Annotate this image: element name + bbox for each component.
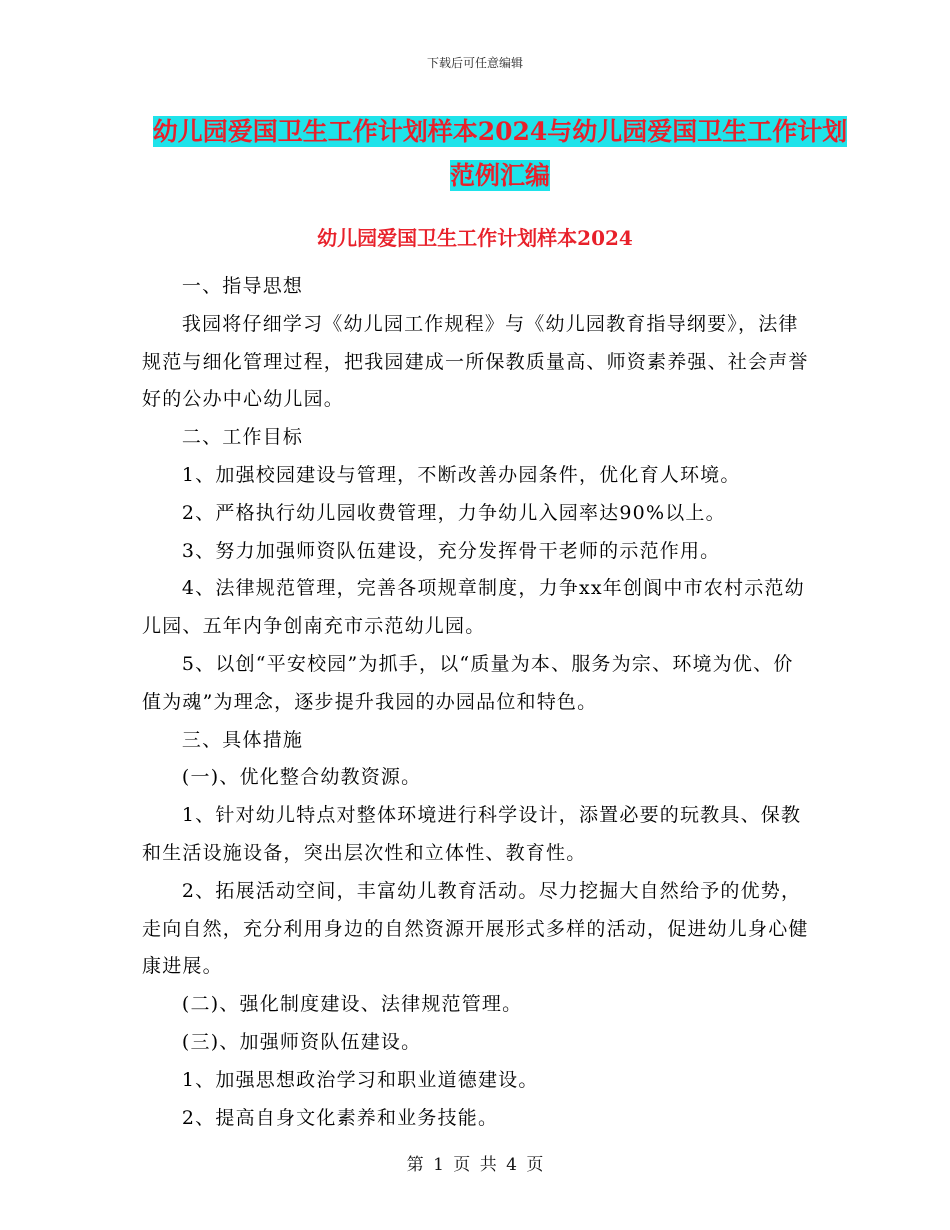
page-number-footer: 第 1 页 共 4 页: [406, 1155, 544, 1175]
paragraph: 我园将仔细学习《幼儿园工作规程》与《幼儿园教育指导纲要》，法律规范与细化管理过程，把我园建成一所保教质量高、师资素养强、社会声誉好的公办中心幼儿园。: [142, 312, 809, 411]
document-title-text: 幼儿园爱国卫生工作计划样本2024与幼儿园爱国卫生工作计划范例汇编: [152, 117, 848, 190]
list-item: 3、努力加强师资队伍建设，充分发挥骨干老师的示范作用。: [181, 539, 721, 562]
heading-work-goals: 二、工作目标: [181, 426, 304, 449]
list-item: 1、加强思想政治学习和职业道德建设。: [181, 1068, 539, 1091]
heading-specific-measures: 三、具体措施: [181, 728, 304, 751]
list-item: 1、加强校园建设与管理，不断改善办园条件，优化育人环境。: [181, 463, 741, 486]
list-item: 5、以创“平安校园”为抓手，以“质量为本、服务为宗、环境为优、价值为魂”为理念，逐步提升我园的办园品位和特色。: [142, 652, 794, 713]
list-item: 2、拓展活动空间，丰富幼儿教育活动。尽力挖掘大自然给予的优势，走向自然，充分利用身边的自然资源开展形式多样的活动，促进幼儿身心健康进展。: [142, 879, 809, 978]
list-item: 1、针对幼儿特点对整体环境进行科学设计，添置必要的玩教具、保教和生活设施设备，突出层次性和立体性、教育性。: [142, 804, 802, 864]
subheading: (一)、优化整合幼教资源。: [181, 766, 422, 789]
list-item: 2、提高自身文化素养和业务技能。: [181, 1106, 499, 1129]
document-body: [142, 268, 810, 1137]
subheading: (二)、强化制度建设、法律规范管理。: [181, 993, 523, 1016]
page-header-note: 下载后可任意编辑: [426, 56, 523, 70]
list-item: 2、严格执行幼儿园收费管理，力争幼儿入园率达90%以上。: [181, 501, 726, 524]
list-item: 4、法律规范管理，完善各项规章制度，力争xx年创阆中市农村示范幼儿园、五年内争创南充市示范幼儿园。: [142, 577, 805, 638]
heading-guiding-thought: 一、指导思想: [181, 275, 304, 297]
subheading: (三)、加强师资队伍建设。: [181, 1030, 422, 1053]
section-title: 幼儿园爱国卫生工作计划样本2024: [317, 226, 633, 250]
document-title: [150, 110, 850, 198]
